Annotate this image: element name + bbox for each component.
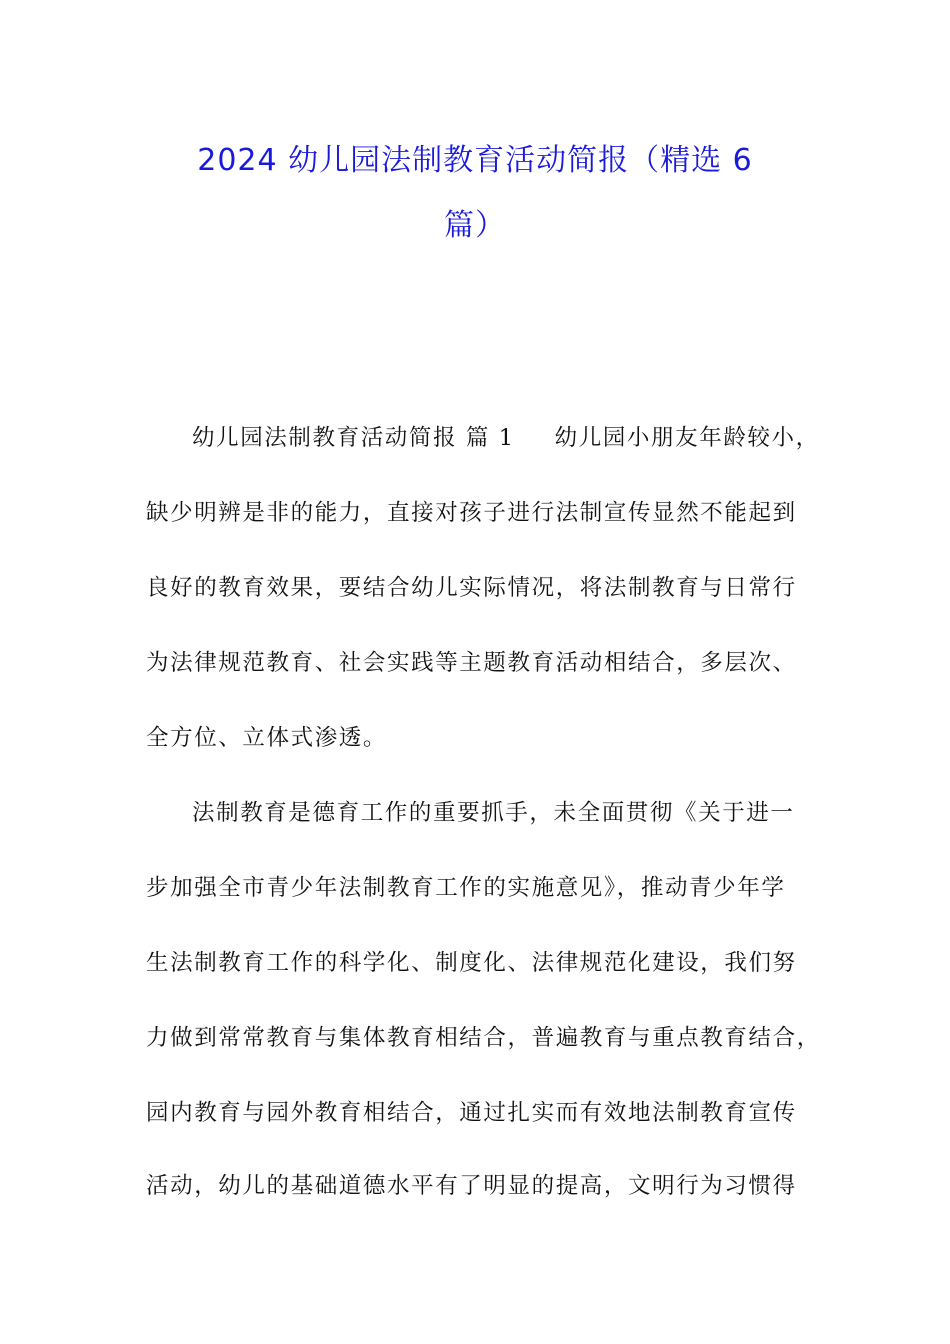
paragraph-1-first-line [192,420,872,452]
body-text-line: 幼儿园小朋友年龄较小， [554,425,820,451]
body-text-line: 为法律规范教育、社会实践等主题教育活动相结合，多层次、 [146,650,797,676]
body-text-line: 活动，幼儿的基础道德水平有了明显的提高，文明行为习惯得 [146,1173,797,1199]
body-text-line: 全方位、立体式渗透。 [146,725,388,751]
document-title-line-1: 2024 幼儿园法制教育活动简报（精选 6 [197,143,753,178]
paragraph-2-first-line: 法制教育是德育工作的重要抓手，未全面贯彻《关于进一 [192,800,795,826]
body-text-line: 缺少明辨是非的能力，直接对孩子进行法制宣传显然不能起到 [146,500,797,526]
body-text-line: 生法制教育工作的科学化、制度化、法律规范化建设，我们努 [146,950,797,976]
body-text-line: 步加强全市青少年法制教育工作的实施意见》，推动青少年学 [146,875,786,901]
body-text-line: 力做到常常教育与集体教育相结合，普遍教育与重点教育结合， [146,1025,821,1051]
document-title-line-2: 篇） [444,208,506,243]
section-heading: 幼儿园法制教育活动简报 篇 1 [192,425,515,451]
body-text-line: 良好的教育效果，要结合幼儿实际情况，将法制教育与日常行 [146,575,797,601]
body-text-line: 园内教育与园外教育相结合，通过扎实而有效地法制教育宣传 [146,1100,797,1126]
